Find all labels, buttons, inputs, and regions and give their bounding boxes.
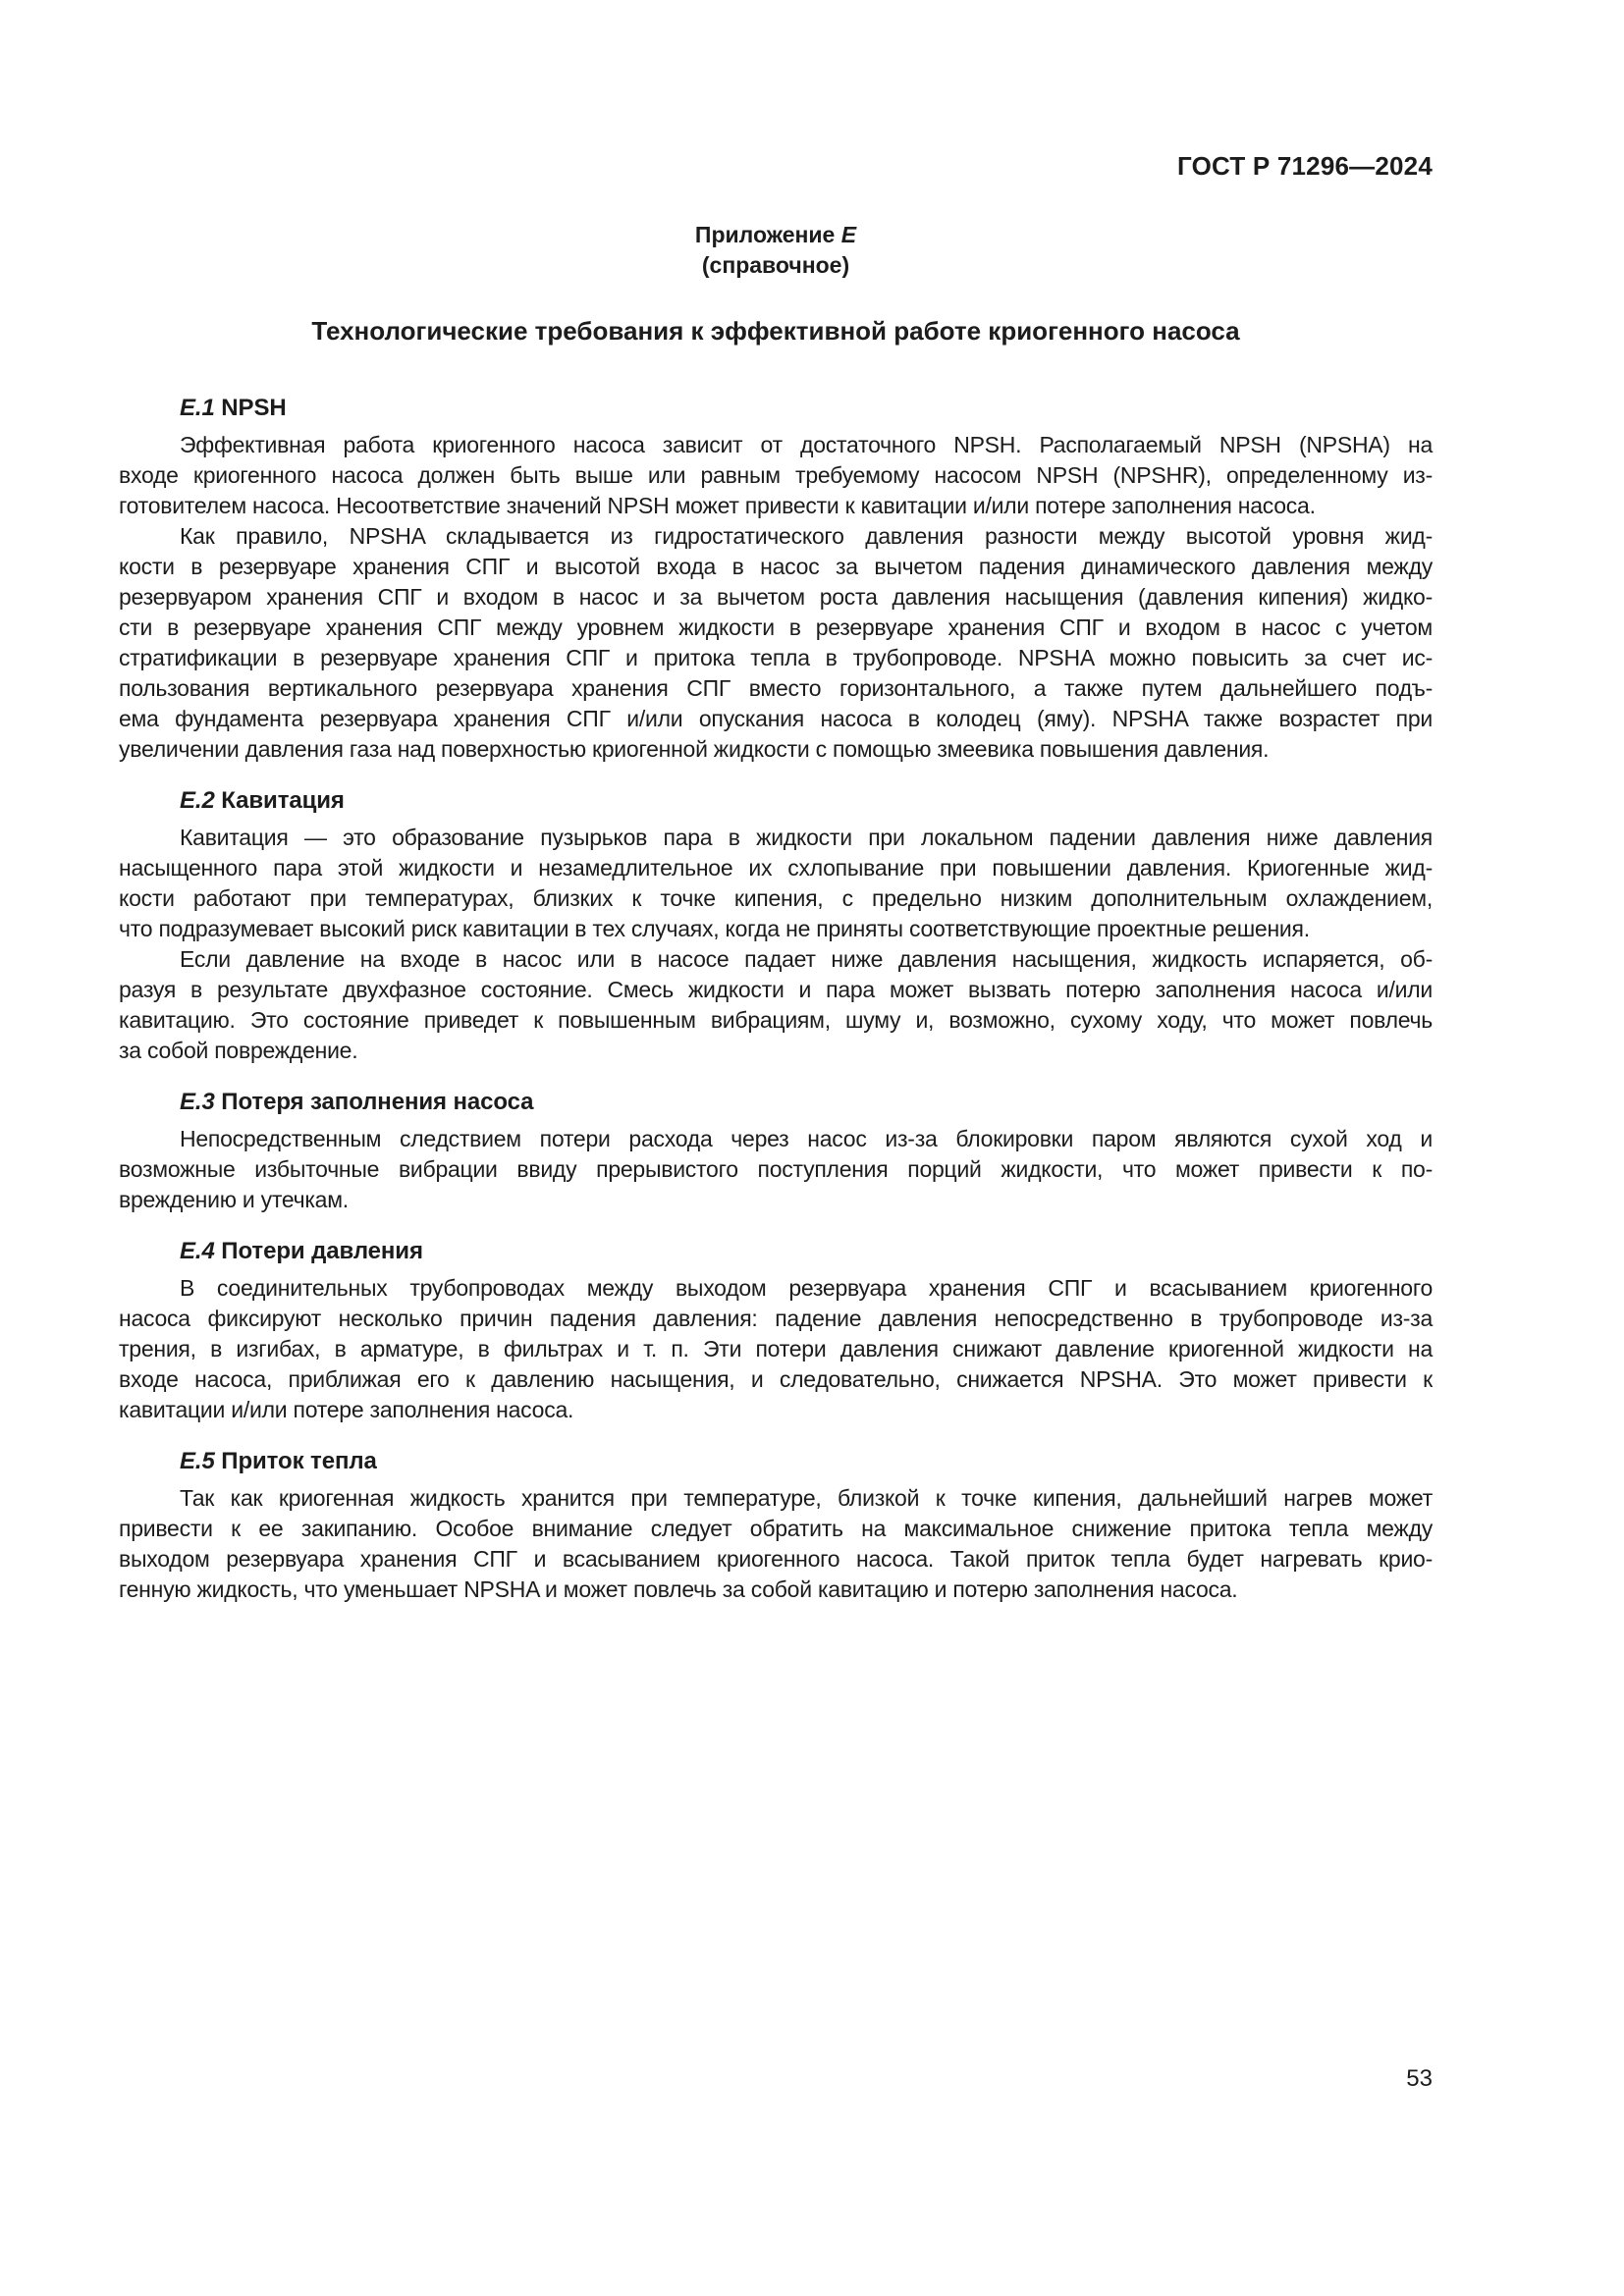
section-number: Е.1 bbox=[180, 395, 215, 421]
text-line: генную жидкость, что уменьшает NPSHA и может повлечь за собой кавитацию и потерю заполнения насоса. bbox=[119, 1576, 1238, 1602]
text-line: готовителем насоса. Несоответствие значений NPSH может привести к кавитации и/или потере заполнения насоса. bbox=[119, 493, 1316, 518]
section-Е.5 bbox=[119, 1447, 1433, 1605]
section-heading bbox=[119, 1447, 1433, 1476]
section-number: Е.5 bbox=[180, 1448, 215, 1474]
text-line: входе криогенного насоса должен быть выше или равным требуемому насосом NPSH (NPSHR), определенному из- bbox=[119, 462, 1433, 488]
section-heading bbox=[119, 394, 1433, 423]
text-line: Если давление на входе в насос или в насосе падает ниже давления насыщения, жидкость испаряется, об- bbox=[180, 946, 1433, 972]
text-line: увеличении давления газа над поверхностью криогенной жидкости с помощью змеевика повышения давления. bbox=[119, 736, 1270, 762]
section-title: NPSH bbox=[214, 395, 287, 421]
text-line: за собой повреждение. bbox=[119, 1038, 358, 1063]
text-line: Эффективная работа криогенного насоса зависит от достаточного NPSH. Располагаемый NPSH (NPSHA) на bbox=[180, 432, 1433, 457]
text-line: насоса фиксируют несколько причин падения давления: падение давления непосредственно в трубопроводе из-за bbox=[119, 1306, 1433, 1331]
section-number: Е.4 bbox=[180, 1238, 215, 1264]
page-number: 53 bbox=[1406, 2065, 1433, 2092]
text-line: кости работают при температурах, близких к точке кипения, с предельно низким дополнительным охлаждением, bbox=[119, 885, 1433, 911]
text-line: кости в резервуаре хранения СПГ и высотой входа в насос за вычетом падения динамического давления между bbox=[119, 554, 1433, 579]
paragraph bbox=[119, 430, 1433, 521]
doc-number: ГОСТ Р 71296—2024 bbox=[1177, 151, 1433, 181]
paragraph bbox=[119, 1273, 1433, 1425]
text-line: вреждению и утечкам. bbox=[119, 1187, 349, 1212]
text-line: Так как криогенная жидкость хранится при температуре, близкой к точке кипения, дальнейший нагрев может bbox=[180, 1485, 1433, 1511]
section-heading bbox=[119, 1088, 1433, 1117]
text-line: Непосредственным следствием потери расхода через насос из-за блокировки паром являются сухой ход и bbox=[180, 1126, 1433, 1151]
section-title: Потери давления bbox=[214, 1238, 423, 1264]
text-line: резервуаром хранения СПГ и входом в насос и за вычетом роста давления насыщения (давления кипения) жидко- bbox=[119, 584, 1433, 610]
annex-header bbox=[119, 220, 1433, 281]
paragraph bbox=[119, 823, 1433, 944]
paragraph bbox=[119, 1124, 1433, 1215]
text-line: В соединительных трубопроводах между выходом резервуара хранения СПГ и всасыванием криогенного bbox=[180, 1275, 1433, 1301]
paragraph bbox=[119, 521, 1433, 765]
text-line: выходом резервуара хранения СПГ и всасыванием криогенного насоса. Такой приток тепла будет нагревать крио- bbox=[119, 1546, 1433, 1572]
text-line: кавитации и/или потере заполнения насоса. bbox=[119, 1397, 574, 1422]
annex-label: Приложение bbox=[694, 222, 836, 247]
text-line: входе насоса, приближая его к давлению насыщения, и следовательно, снижается NPSHA. Это может привести к bbox=[119, 1366, 1433, 1392]
section-Е.1 bbox=[119, 394, 1433, 765]
annex-letter: Е bbox=[840, 222, 857, 247]
page-content bbox=[119, 0, 1433, 1605]
text-line: возможные избыточные вибрации ввиду прерывистого поступления порций жидкости, что может привести к по- bbox=[119, 1156, 1433, 1182]
section-Е.3 bbox=[119, 1088, 1433, 1215]
sections bbox=[119, 394, 1433, 1605]
text-line: стратификации в резервуаре хранения СПГ и притока тепла в трубопроводе. NPSHA можно повысить за счет ис- bbox=[119, 645, 1433, 670]
text-line: привести к ее закипанию. Особое внимание следует обратить на максимальное снижение притока тепла между bbox=[119, 1516, 1433, 1541]
annex-label-line bbox=[119, 220, 1433, 250]
paragraph bbox=[119, 1483, 1433, 1605]
page-title: Технологические требования к эффективной работе криогенного насоса bbox=[311, 316, 1240, 346]
text-line: трения, в изгибах, в арматуре, в фильтрах и т. п. Эти потери давления снижают давление криогенной жидкости на bbox=[119, 1336, 1433, 1362]
section-title: Приток тепла bbox=[214, 1448, 377, 1474]
section-number: Е.3 bbox=[180, 1089, 215, 1115]
text-line: сти в резервуаре хранения СПГ между уровнем жидкости в резервуаре хранения СПГ и входом в насос с учетом bbox=[119, 614, 1433, 640]
section-title: Потеря заполнения насоса bbox=[214, 1089, 534, 1115]
annex-type-note: (справочное) bbox=[701, 252, 850, 278]
text-line: Как правило, NPSHA складывается из гидростатического давления разности между высотой уровня жид- bbox=[180, 523, 1433, 549]
text-line: кавитацию. Это состояние приведет к повышенным вибрациям, шуму и, возможно, сухому ходу, что может повлечь bbox=[119, 1007, 1433, 1033]
section-Е.2 bbox=[119, 786, 1433, 1066]
section-title: Кавитация bbox=[214, 787, 345, 814]
section-heading bbox=[119, 786, 1433, 816]
paragraph bbox=[119, 944, 1433, 1066]
text-line: насыщенного пара этой жидкости и незамедлительное их схлопывание при повышении давления. Криогенные жид- bbox=[119, 855, 1433, 881]
text-line: ема фундамента резервуара хранения СПГ и/или опускания насоса в колодец (яму). NPSHA также возрастет при bbox=[119, 706, 1433, 731]
section-heading bbox=[119, 1237, 1433, 1266]
text-line: что подразумевает высокий риск кавитации в тех случаях, когда не приняты соответствующие проектные решения. bbox=[119, 916, 1310, 941]
section-number: Е.2 bbox=[180, 787, 215, 814]
text-line: пользования вертикального резервуара хранения СПГ вместо горизонтального, а также путем дальнейшего подъ- bbox=[119, 675, 1433, 701]
text-line: разуя в результате двухфазное состояние. Смесь жидкости и пара может вызвать потерю заполнения насоса и/или bbox=[119, 977, 1433, 1002]
text-line: Кавитация — это образование пузырьков пара в жидкости при локальном падении давления ниже давления bbox=[180, 825, 1433, 850]
section-Е.4 bbox=[119, 1237, 1433, 1425]
